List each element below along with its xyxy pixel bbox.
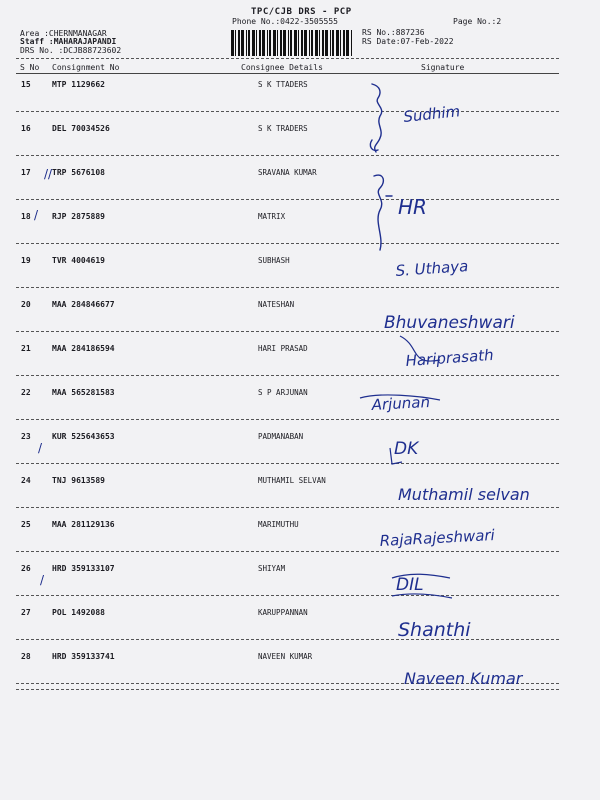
column-header-consignment: Consignment No [52, 63, 120, 72]
row-sno: 17 [21, 168, 31, 177]
row-consignee-name: S K TRADERS [258, 124, 308, 133]
row-divider [16, 683, 559, 684]
table-row [0, 256, 600, 299]
table-row [0, 212, 600, 255]
signature-25: RajaRajeshwari [379, 525, 496, 550]
signature-26: DIL [396, 575, 424, 595]
table-row [0, 432, 600, 475]
table-row [0, 564, 600, 607]
row-sno: 22 [21, 388, 31, 397]
row-sno: 21 [21, 344, 31, 353]
row-consignee-name: HARI PRASAD [258, 344, 308, 353]
row-divider [16, 463, 559, 464]
tick-mark-icon: / [40, 573, 45, 587]
barcode-image [230, 30, 354, 56]
tick-mark-icon: / [38, 441, 43, 455]
row-consignee-name: PADMANABAN [258, 432, 304, 441]
tick-mark-icon: // [44, 167, 53, 181]
signature-22: Arjunan [371, 392, 431, 414]
row-sno: 25 [21, 520, 31, 529]
row-consignee-name: S P ARJUNAN [258, 388, 308, 397]
signature-23: DK [394, 439, 419, 459]
row-sno: 23 [21, 432, 31, 441]
row-divider [16, 551, 559, 552]
staff-field: Staff :MAHARAJAPANDI [20, 37, 117, 46]
row-divider [16, 155, 559, 156]
column-header-divider [16, 73, 559, 74]
row-consignee-name: SUBHASH [258, 256, 290, 265]
rs-date: RS Date:07-Feb-2022 [362, 37, 454, 46]
column-header-sno: S No [20, 63, 40, 72]
table-row [0, 476, 600, 519]
phone-number: Phone No.:0422-3505555 [232, 17, 338, 26]
signature-20: Bhuvaneshwari [384, 313, 515, 333]
signature-24: Muthamil selvan [398, 485, 530, 504]
row-consignment-no: MAA 565281583 [52, 388, 115, 397]
row-divider [16, 199, 559, 200]
area-field: Area :CHERNMANAGAR [20, 29, 107, 38]
row-divider [16, 507, 559, 508]
row-consignment-no: HRD 359133741 [52, 652, 115, 661]
table-row [0, 520, 600, 563]
row-consignment-no: TNJ 9613589 [52, 476, 105, 485]
row-sno: 18 [21, 212, 31, 221]
table-row [0, 608, 600, 651]
row-consignee-name: MATRIX [258, 212, 286, 221]
row-divider [16, 375, 559, 376]
row-divider [16, 331, 559, 332]
table-row [0, 300, 600, 343]
row-consignment-no: MAA 284186594 [52, 344, 115, 353]
rs-number: RS No.:887236 [362, 28, 425, 37]
table-row [0, 388, 600, 431]
row-sno: 27 [21, 608, 31, 617]
row-consignee-name: NAVEEN KUMAR [258, 652, 313, 661]
signature-27: Shanthi [398, 619, 471, 641]
column-header-signature: Signature [421, 63, 465, 72]
row-sno: 26 [21, 564, 31, 573]
row-consignment-no: DEL 70034526 [52, 124, 110, 133]
table-row [0, 124, 600, 167]
row-consignee-name: SHIYAM [258, 564, 286, 573]
row-consignee-name: NATESHAN [258, 300, 295, 309]
tick-mark-icon: / [34, 208, 39, 222]
row-sno: 20 [21, 300, 31, 309]
signature-15: Sudhim [402, 102, 461, 126]
row-consignment-no: KUR 525643653 [52, 432, 115, 441]
row-sno: 24 [21, 476, 31, 485]
drs-number: DRS No. :DCJB88723602 [20, 46, 122, 55]
table-row [0, 344, 600, 387]
header-divider [16, 58, 559, 59]
row-consignment-no: RJP 2875889 [52, 212, 105, 221]
row-divider [16, 639, 559, 640]
row-consignment-no: TRP 5676108 [52, 168, 105, 177]
row-consignment-no: MAA 281129136 [52, 520, 115, 529]
row-consignment-no: TVR 4004619 [52, 256, 105, 265]
row-consignment-no: MAA 284846677 [52, 300, 115, 309]
row-sno: 15 [21, 80, 31, 89]
row-divider [16, 287, 559, 288]
footer-divider [16, 689, 559, 690]
row-divider [16, 243, 559, 244]
row-consignment-no: MTP 1129662 [52, 80, 105, 89]
row-consignee-name: MARIMUTHU [258, 520, 299, 529]
sheet-title: TPC/CJB DRS - PCP [251, 7, 352, 17]
row-sno: 16 [21, 124, 31, 133]
signature-28: Naveen Kumar [404, 669, 523, 688]
row-divider [16, 111, 559, 112]
row-consignee-name: KARUPPANNAN [258, 608, 308, 617]
row-divider [16, 595, 559, 596]
row-sno: 19 [21, 256, 31, 265]
column-header-details: Consignee Details [241, 63, 323, 72]
row-consignee-name: S K TTADERS [258, 80, 308, 89]
table-row [0, 80, 600, 123]
row-consignee-name: SRAVANA KUMAR [258, 168, 317, 177]
row-consignee-name: MUTHAMIL SELVAN [258, 476, 326, 485]
table-row [0, 168, 600, 211]
row-divider [16, 419, 559, 420]
row-sno: 28 [21, 652, 31, 661]
row-consignment-no: HRD 359133107 [52, 564, 115, 573]
row-consignment-no: POL 1492088 [52, 608, 105, 617]
signature-17: HR [398, 195, 427, 219]
page-number: Page No.:2 [453, 17, 502, 26]
signature-21: Hariprasath [405, 345, 495, 370]
signature-19: S. Uthaya [395, 256, 469, 280]
